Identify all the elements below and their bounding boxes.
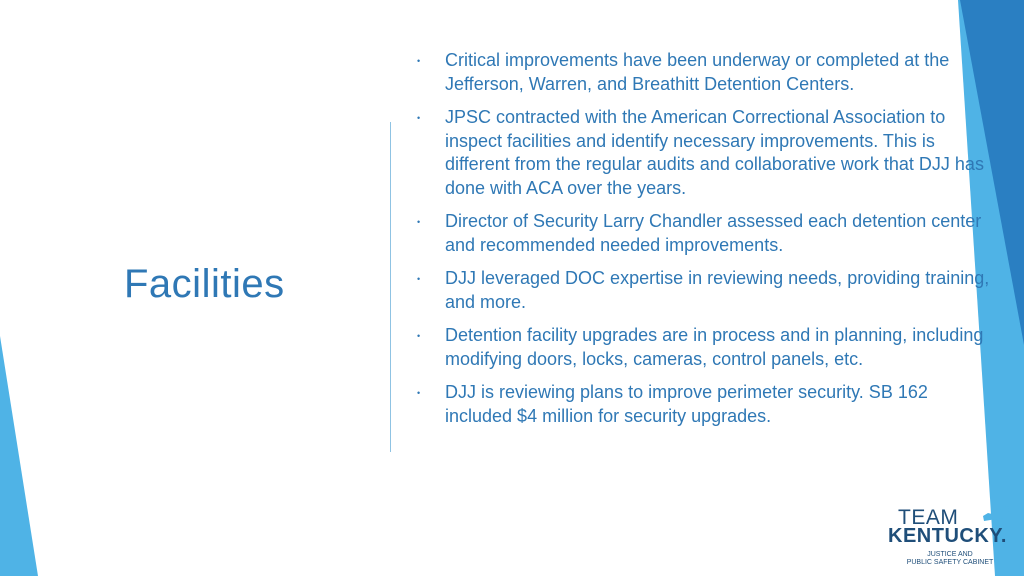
bullet-marker: •	[417, 274, 421, 284]
bullet-list	[412, 49, 992, 438]
bullet-item	[412, 324, 992, 371]
bullet-text: JPSC contracted with the American Correctional Association to inspect facilities and identify necessary improvements. This is different from the regular audits and collaborative work that DJJ has done with ACA over the years.	[445, 107, 984, 198]
vertical-divider	[390, 122, 391, 452]
bullet-text: Critical improvements have been underway or completed at the Jefferson, Warren, and Breathitt Detention Centers.	[445, 50, 950, 94]
bullet-marker: •	[417, 331, 421, 341]
slide-title: Facilities	[124, 262, 285, 306]
bullet-item	[412, 381, 992, 428]
logo-team-text: TEAM	[898, 506, 959, 529]
bullet-text: Director of Security Larry Chandler assessed each detention center and recommended needed improvements.	[445, 211, 982, 255]
logo-subtitle	[892, 551, 1008, 567]
left-accent	[0, 336, 38, 576]
logo-subtitle-line: PUBLIC SAFETY CABINET	[906, 559, 994, 566]
team-kentucky-logo	[886, 504, 1010, 570]
bullet-item	[412, 49, 992, 96]
bullet-item	[412, 210, 992, 257]
bullet-text: Detention facility upgrades are in process and in planning, including modifying doors, locks, cameras, control panels, etc.	[445, 325, 984, 369]
bullet-item	[412, 106, 992, 200]
bullet-marker: •	[417, 217, 421, 227]
bullet-marker: •	[417, 56, 421, 66]
bullet-item	[412, 267, 992, 314]
bullet-marker: •	[417, 113, 421, 123]
bullet-marker: •	[417, 388, 421, 398]
bullet-text: DJJ leveraged DOC expertise in reviewing needs, providing training, and more.	[445, 268, 990, 312]
bullet-text: DJJ is reviewing plans to improve perimeter security. SB 162 included $4 million for security upgrades.	[445, 382, 928, 426]
kentucky-state-icon	[982, 504, 1010, 524]
logo-kentucky-text: KENTUCKY.	[888, 525, 1007, 547]
logo-subtitle-line: JUSTICE AND	[927, 551, 973, 558]
